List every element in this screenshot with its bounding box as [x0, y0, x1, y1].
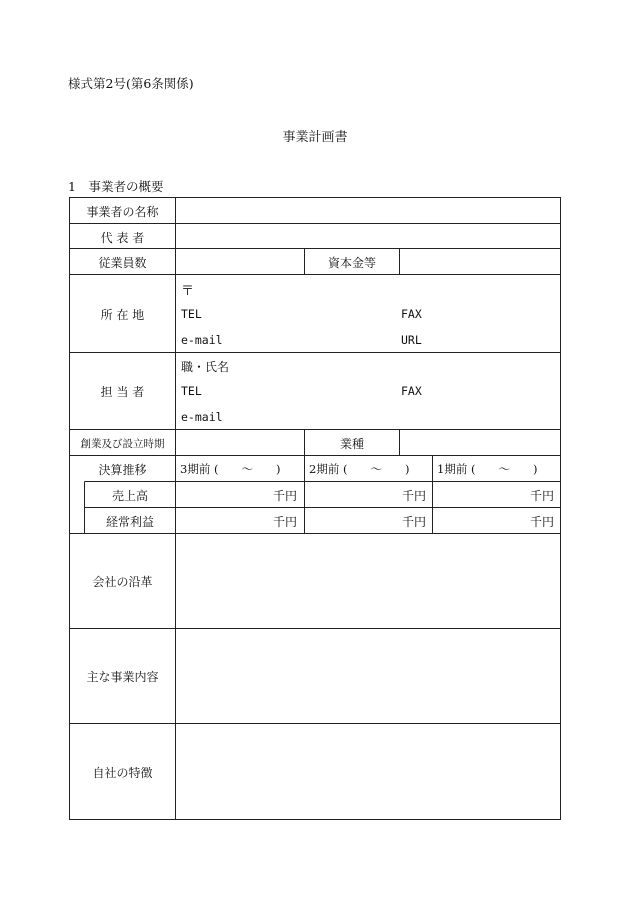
contact-position-name: 職・氏名 — [181, 360, 230, 374]
profit-unit-2: 千円 — [401, 515, 426, 529]
label-employees: 従業員数 — [98, 256, 147, 270]
address-tel-label: TEL — [181, 307, 202, 321]
section-heading: 1 事業者の概要 — [68, 179, 164, 194]
label-industry: 業種 — [339, 437, 364, 451]
label-company-features: 自社の特徴 — [92, 766, 153, 780]
address-url-label: URL — [401, 333, 422, 347]
contact-tel-label: TEL — [181, 384, 202, 398]
sales-unit-3: 千円 — [272, 489, 297, 503]
employees-field[interactable] — [176, 249, 304, 274]
sales-unit-2: 千円 — [401, 489, 426, 503]
company-history-field[interactable] — [176, 534, 560, 628]
form-number: 様式第2号(第6条関係) — [68, 76, 194, 91]
period-3-ago: 3期前 ( ～ ) — [180, 462, 281, 476]
label-founded: 創業及び設立時期 — [80, 438, 165, 450]
contact-fax-label: FAX — [401, 384, 422, 398]
label-address: 所 在 地 — [100, 308, 145, 322]
sales-unit-1: 千円 — [529, 489, 554, 503]
label-capital: 資本金等 — [327, 256, 376, 270]
label-main-business: 主な事業内容 — [86, 670, 159, 684]
period-2-ago: 2期前 ( ～ ) — [309, 462, 410, 476]
label-company-name: 事業者の名称 — [86, 205, 159, 219]
profit-unit-3: 千円 — [272, 515, 297, 529]
contact-email-label: e-mail — [181, 410, 223, 424]
founded-field[interactable] — [176, 430, 304, 455]
postal-mark: 〒 — [181, 284, 195, 299]
period-1-ago: 1期前 ( ～ ) — [437, 462, 538, 476]
company-features-field[interactable] — [176, 724, 560, 819]
address-email-label: e-mail — [181, 333, 223, 347]
label-representative: 代 表 者 — [100, 231, 145, 245]
profit-unit-1: 千円 — [529, 515, 554, 529]
capital-field[interactable] — [400, 249, 560, 274]
label-settlement: 決算推移 — [98, 463, 147, 477]
label-contact-person: 担 当 者 — [100, 385, 145, 399]
label-sales: 売上高 — [111, 489, 148, 503]
label-ordinary-profit: 経常利益 — [105, 515, 154, 529]
company-name-field[interactable] — [176, 198, 560, 223]
address-fax-label: FAX — [401, 307, 422, 321]
industry-field[interactable] — [400, 430, 560, 455]
representative-field[interactable] — [176, 224, 560, 248]
label-company-history: 会社の沿革 — [92, 575, 153, 589]
main-business-field[interactable] — [176, 629, 560, 723]
document-title: 事業計画書 — [282, 130, 348, 145]
